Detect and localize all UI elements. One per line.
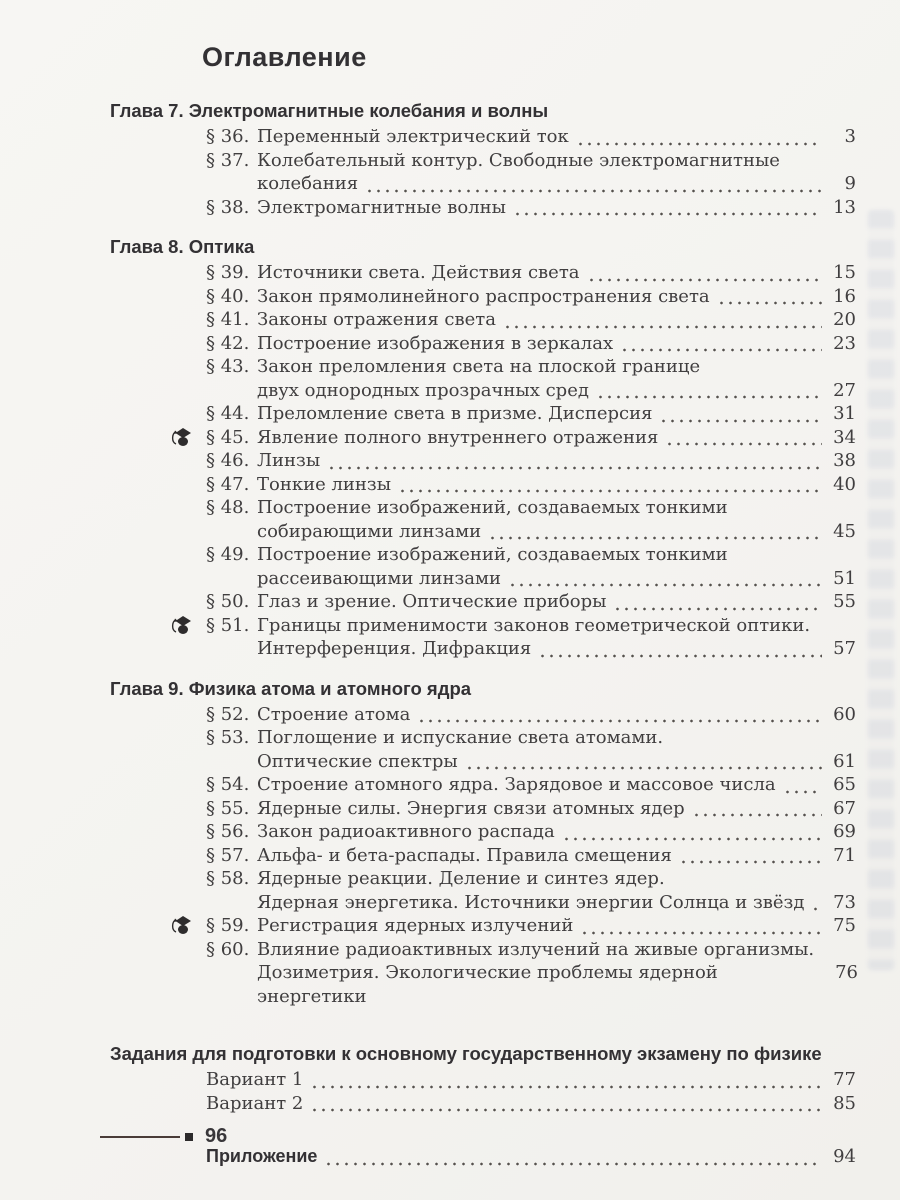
- toc-entry-row: [206, 149, 856, 173]
- paragraph-number: § 47.: [206, 473, 250, 495]
- toc-entry: [206, 196, 856, 220]
- graduation-cap-icon: [169, 614, 195, 636]
- entry-title: Строение атома: [257, 703, 411, 725]
- section-entries: [110, 703, 856, 1009]
- entry-title: Закон преломления света на плоской границе: [257, 356, 701, 377]
- toc-section: [110, 1145, 856, 1169]
- dot-leader: [580, 928, 822, 935]
- entry-page-number: 20: [833, 309, 856, 330]
- page-title: Оглавление: [202, 42, 367, 72]
- toc-entry: [206, 308, 856, 332]
- entry-title: Переменный электрический ток: [257, 126, 569, 147]
- entry-page-number: 60: [833, 703, 856, 725]
- toc-entry: [206, 332, 856, 356]
- toc-entry: [206, 590, 856, 614]
- dot-leader: [613, 604, 822, 611]
- toc-entry-row: [206, 449, 856, 473]
- entry-title: Вариант 1: [206, 1069, 304, 1090]
- toc-entry: [206, 867, 856, 914]
- entry-page-number: 13: [833, 196, 856, 218]
- entry-title: колебания: [257, 173, 359, 194]
- dot-leader: [659, 416, 822, 423]
- entry-title: Строение атомного ядра. Зарядовое и массовое числа: [257, 774, 776, 795]
- dot-leader: [488, 533, 822, 540]
- paragraph-number: § 48.: [206, 497, 250, 518]
- entry-title: Преломление света в призме. Дисперсия: [257, 403, 653, 424]
- dot-leader: [310, 1082, 822, 1089]
- toc-entry: [206, 1068, 856, 1092]
- entry-page-number: 31: [833, 403, 856, 424]
- dot-leader: [811, 904, 822, 911]
- paragraph-number: § 55.: [206, 797, 250, 819]
- toc-entry: [206, 914, 856, 938]
- entry-title: Закон прямолинейного распространения света: [257, 285, 710, 307]
- paragraph-number: § 41.: [206, 309, 250, 330]
- toc-entry: [206, 938, 856, 1009]
- toc-entry-row: [206, 332, 856, 356]
- entry-page-number: 75: [833, 915, 856, 936]
- paragraph-number: § 36.: [206, 126, 250, 147]
- paragraph-number: § 59.: [206, 915, 250, 936]
- chapter-heading: Глава 7. Электромагнитные колебания и волны: [110, 100, 549, 121]
- dot-leader: [365, 186, 822, 193]
- entry-title: Построение изображения в зеркалах: [257, 332, 614, 354]
- dot-leader: [576, 139, 822, 146]
- entry-page-number: 69: [833, 821, 856, 842]
- entry-page-number: 40: [833, 473, 856, 495]
- toc-entry-row: [206, 285, 856, 309]
- dot-leader: [327, 463, 822, 470]
- footer-rule: [100, 1136, 180, 1138]
- dot-leader: [679, 857, 822, 864]
- toc-entry-row: [206, 938, 856, 962]
- graduation-cap-icon: [169, 914, 195, 936]
- toc-section: [110, 1042, 856, 1115]
- toc-entry: [206, 355, 856, 402]
- toc-entry-row: [206, 496, 856, 520]
- entry-page-number: 67: [833, 797, 856, 819]
- toc-entry: [206, 726, 856, 773]
- toc-entry-row: [206, 172, 856, 196]
- entry-title: Альфа- и бета-распады. Правила смещения: [257, 844, 672, 866]
- toc-entry-row: [206, 961, 856, 1008]
- paragraph-number: § 43.: [206, 356, 250, 377]
- entry-page-number: 61: [833, 750, 856, 772]
- entry-page-number: 73: [833, 891, 856, 913]
- toc-entry: [206, 473, 856, 497]
- paragraph-number: § 54.: [206, 774, 250, 795]
- entry-page-number: 94: [833, 1146, 856, 1167]
- entry-title: Приложение: [206, 1146, 318, 1166]
- toc-entry-row: [206, 196, 856, 220]
- paragraph-number: § 38.: [206, 196, 250, 218]
- toc-entry-row: [206, 1092, 856, 1116]
- section-entries: [110, 261, 856, 661]
- toc-entry: [206, 820, 856, 844]
- page-number: 96: [205, 1125, 228, 1147]
- entry-page-number: 23: [833, 332, 856, 354]
- toc-entry-row: [206, 261, 856, 285]
- entry-title: Глаз и зрение. Оптические приборы: [257, 591, 607, 612]
- dot-leader: [562, 834, 822, 841]
- page-footer: [100, 1125, 227, 1148]
- table-of-contents: [110, 99, 856, 1169]
- entry-page-number: 9: [844, 173, 856, 194]
- entry-title: Источники света. Действия света: [257, 262, 580, 283]
- dot-leader: [324, 1159, 822, 1166]
- entry-page-number: 51: [833, 567, 856, 589]
- graduation-cap-icon: [169, 426, 195, 448]
- paragraph-number: § 46.: [206, 450, 250, 471]
- entry-page-number: 45: [833, 520, 856, 542]
- entry-title: Колебательный контур. Свободные электромагнитные: [257, 149, 780, 171]
- dot-leader: [465, 763, 822, 770]
- toc-section: [110, 235, 856, 661]
- toc-entry: [206, 773, 856, 797]
- section-entries: [110, 1068, 856, 1115]
- entry-title: рассеивающими линзами: [257, 567, 502, 589]
- dot-leader: [587, 275, 822, 282]
- toc-entry-row: [206, 844, 856, 868]
- entry-page-number: 57: [833, 638, 856, 659]
- paragraph-number: § 37.: [206, 149, 250, 171]
- chapter-heading: Глава 8. Оптика: [110, 236, 255, 257]
- toc-entry-row: [206, 520, 856, 544]
- entry-title: собирающими линзами: [257, 520, 482, 542]
- entry-page-number: 85: [833, 1092, 856, 1114]
- paragraph-number: § 49.: [206, 544, 250, 565]
- entry-title: Электромагнитные волны: [257, 196, 506, 218]
- toc-entry-row: [206, 867, 856, 891]
- entry-page-number: 55: [833, 591, 856, 612]
- entry-page-number: 76: [835, 962, 858, 983]
- footer-square-marker: [185, 1133, 193, 1141]
- toc-entry: [206, 1092, 856, 1116]
- toc-entry: [206, 261, 856, 285]
- toc-entry: [206, 149, 856, 196]
- toc-entry-row: [206, 379, 856, 403]
- paragraph-number: § 58.: [206, 868, 250, 889]
- paragraph-number: § 56.: [206, 821, 250, 842]
- paragraph-number: § 51.: [206, 614, 250, 636]
- dot-leader: [692, 810, 822, 817]
- toc-entry-row: [206, 402, 856, 426]
- entry-page-number: 27: [833, 379, 856, 401]
- dot-leader: [398, 486, 822, 493]
- toc-entry: [206, 496, 856, 543]
- entry-page-number: 15: [833, 262, 856, 283]
- paragraph-number: § 39.: [206, 262, 250, 283]
- entry-title: Влияние радиоактивных излучений на живые организмы.: [257, 938, 815, 960]
- toc-entry-row: [206, 914, 856, 938]
- entry-page-number: 3: [844, 126, 856, 147]
- entry-title: Построение изображений, создаваемых тонкими: [257, 544, 728, 565]
- dot-leader: [783, 787, 822, 794]
- dot-leader: [503, 322, 822, 329]
- toc-entry-row: [206, 426, 856, 450]
- entry-title: Тонкие линзы: [257, 473, 392, 495]
- show-through-decoration: [868, 210, 894, 970]
- toc-entry-row: [206, 614, 856, 638]
- entry-title: Регистрация ядерных излучений: [257, 915, 574, 936]
- toc-entry-row: [206, 820, 856, 844]
- paragraph-number: § 57.: [206, 844, 250, 866]
- toc-entry-row: [206, 703, 856, 727]
- toc-section: [110, 99, 856, 219]
- toc-entry-row: [206, 473, 856, 497]
- toc-entry-row: [206, 1068, 856, 1092]
- toc-entry: [206, 125, 856, 149]
- toc-entry: [206, 543, 856, 590]
- entry-page-number: 34: [833, 426, 856, 448]
- chapter-heading: Задания для подготовки к основному государственному экзамену по физике: [110, 1043, 822, 1064]
- entry-title: Построение изображений, создаваемых тонкими: [257, 497, 728, 518]
- paragraph-number: § 44.: [206, 403, 250, 424]
- toc-entry-row: [206, 1145, 856, 1169]
- toc-entry: [206, 449, 856, 473]
- entry-title: Явление полного внутреннего отражения: [257, 426, 659, 448]
- paragraph-number: § 50.: [206, 591, 250, 612]
- dot-leader: [665, 439, 822, 446]
- section-entries: [110, 125, 856, 219]
- toc-entry-row: [206, 773, 856, 797]
- toc-entry: [206, 797, 856, 821]
- dot-leader: [538, 651, 822, 658]
- entry-page-number: 38: [833, 450, 856, 471]
- entry-title: Границы применимости законов геометрической оптики.: [257, 614, 811, 636]
- dot-leader: [417, 716, 822, 723]
- chapter-heading: Глава 9. Физика атома и атомного ядра: [110, 677, 472, 699]
- entry-title: Вариант 2: [206, 1092, 304, 1114]
- toc-entry-row: [206, 750, 856, 774]
- entry-title: Интерференция. Дифракция: [257, 638, 532, 659]
- dot-leader: [620, 345, 822, 352]
- toc-entry-row: [206, 125, 856, 149]
- toc-section: [110, 677, 856, 1009]
- toc-entry-row: [206, 355, 856, 379]
- entry-title: двух однородных прозрачных сред: [257, 379, 589, 401]
- entry-title: Линзы: [257, 450, 321, 471]
- entry-title: Ядерные реакции. Деление и синтез ядер.: [257, 868, 665, 889]
- entry-title: Оптические спектры: [257, 750, 458, 772]
- toc-entry-row: [206, 543, 856, 567]
- entry-page-number: 71: [833, 844, 856, 866]
- toc-entry-row: [206, 726, 856, 750]
- paragraph-number: § 40.: [206, 285, 250, 307]
- toc-entry: [206, 614, 856, 661]
- entry-title: Ядерные силы. Энергия связи атомных ядер: [257, 797, 685, 819]
- dot-leader: [596, 392, 822, 399]
- toc-entry: [206, 1145, 856, 1169]
- paragraph-number: § 52.: [206, 703, 250, 725]
- toc-entry: [206, 844, 856, 868]
- toc-entry-row: [206, 797, 856, 821]
- toc-entry-row: [206, 590, 856, 614]
- toc-entry: [206, 703, 856, 727]
- entry-page-number: 16: [833, 285, 856, 307]
- toc-entry: [206, 402, 856, 426]
- toc-entry-row: [206, 308, 856, 332]
- dot-leader: [310, 1105, 822, 1112]
- dot-leader: [513, 209, 822, 216]
- entry-page-number: 77: [833, 1069, 856, 1090]
- toc-entry: [206, 285, 856, 309]
- paragraph-number: § 60.: [206, 938, 250, 960]
- section-entries: [110, 1145, 856, 1169]
- paragraph-number: § 53.: [206, 727, 250, 748]
- dot-leader: [717, 298, 822, 305]
- entry-title: Закон радиоактивного распада: [257, 821, 555, 842]
- paragraph-number: § 45.: [206, 426, 250, 448]
- toc-entry-row: [206, 637, 856, 661]
- entry-title: Поглощение и испускание света атомами.: [257, 727, 664, 748]
- toc-entry-row: [206, 891, 856, 915]
- dot-leader: [508, 580, 822, 587]
- entry-page-number: 65: [833, 774, 856, 795]
- entry-title: Законы отражения света: [257, 309, 496, 330]
- paragraph-number: § 42.: [206, 332, 250, 354]
- entry-title: Ядерная энергетика. Источники энергии Солнца и звёзд: [257, 891, 805, 913]
- toc-entry-row: [206, 567, 856, 591]
- toc-entry: [206, 426, 856, 450]
- entry-title: Дозиметрия. Экологические проблемы ядерной энергетики: [257, 962, 718, 1007]
